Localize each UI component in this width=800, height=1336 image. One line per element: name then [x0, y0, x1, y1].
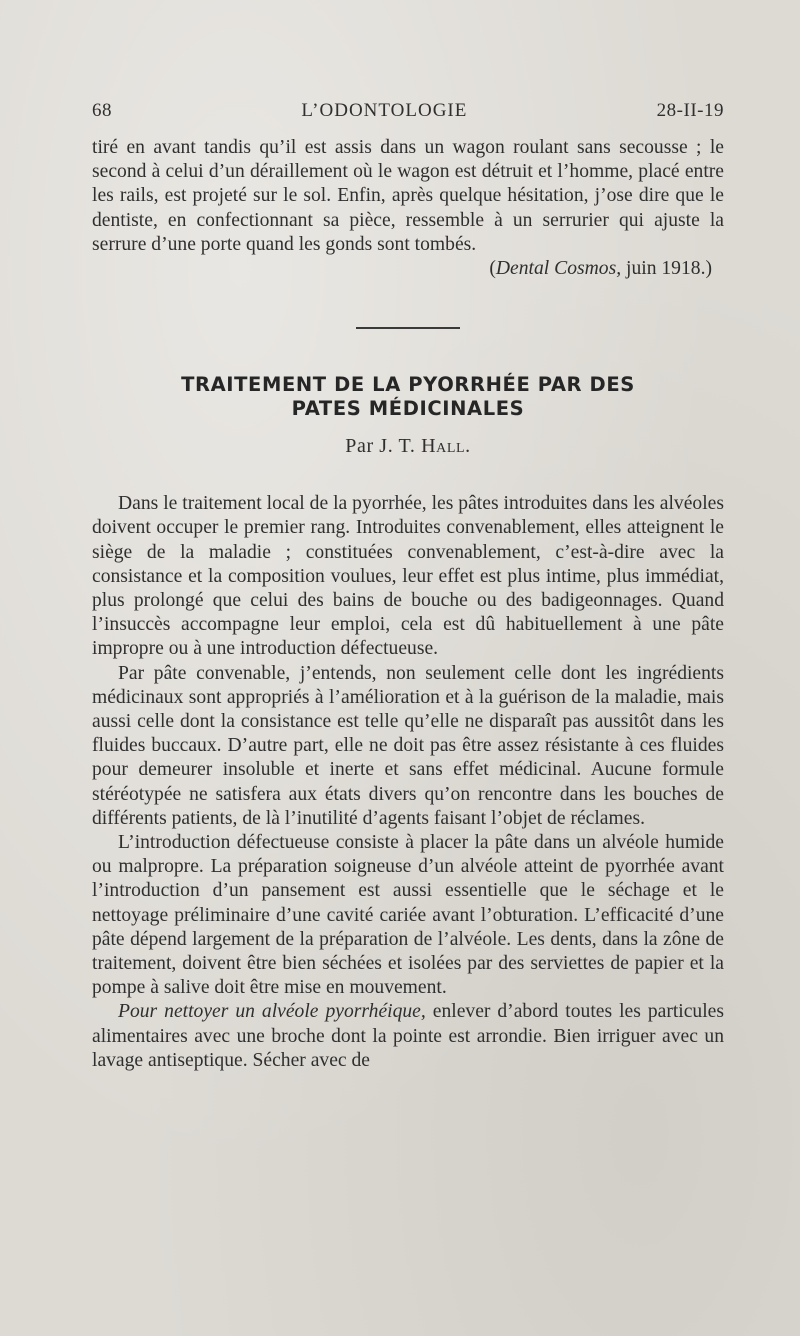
- previous-article-text: tiré en avant tandis qu’il est assis dans un wagon roulant sans secousse ; le second à celui d’un déraillement où le wagon est détruit et l’homme, placé entre les rails, est projeté sur le sol. Enfin, après quelque hésitation, j’ose dire que le dentiste, en confectionnant sa pièce, ressemble à un serrurier qui ajuste la serrure d’une porte quand les gonds sont tombés.: [92, 137, 724, 255]
- article-paragraph: L’introduction défectueuse consiste à placer la pâte dans un alvéole humide ou malpropre. La préparation soigneuse d’un alvéole atteint de pyorrhée avant l’introduction d’un pansement est aussi essentielle que le séchage et le nettoyage préliminaire d’une cavité cariée avant l’obturation. L’efficacité d’une pâte dépend largement de la préparation de l’alvéole. Les dents, dans la zône de traitement, doivent être bien séchées et isolées par des serviettes de papier et la pompe à salive doit être mise en mouvement.: [92, 832, 724, 999]
- article-title: [92, 373, 724, 421]
- issue-date: 28-II-19: [656, 100, 724, 121]
- article-paragraph: Dans le traitement local de la pyorrhée, les pâtes introduites dans les alvéoles doivent occuper le premier rang. Introduites convenablement, elles atteignent le siège de la maladie ; constituées convenablement, c’est-à-dire avec la consistance et la composition voulues, leur effet est plus intime, plus immédiat, plus prolongé que celui des bains de bouche ou des badigeonnages. Quand l’insuccès accompagne leur emploi, cela est dû habituellement à une pâte impropre ou à une introduction défectueuse.: [92, 493, 724, 660]
- article-paragraph: Par pâte convenable, j’entends, non seulement celle dont les ingrédients médicinaux sont appropriés à l’amélioration et à la guérison de la maladie, mais aussi celle dont la consistance est telle qu’elle ne disparaît pas aussitôt dans les fluides buccaux. D’autre part, elle ne doit pas être assez résistante à ces fluides pour demeurer insoluble et inerte et sans effet médicinal. Aucune formule stéréotypée ne satisfera aux états divers qu’on rencontre dans les bouches de différents patients, de là l’inutilité d’agents faisant l’objet de réclames.: [92, 662, 724, 829]
- document-page: [92, 100, 724, 1073]
- journal-title: L’ODONTOLOGIE: [301, 100, 468, 121]
- source-journal: Dental Cosmos,: [495, 258, 622, 280]
- article-title-line-2: PATES MÉDICINALES: [291, 397, 525, 421]
- page-number: 68: [92, 100, 112, 121]
- byline-author: Hall.: [421, 435, 471, 458]
- source-date: juin 1918.): [621, 258, 712, 280]
- paragraph-continuation: enlever d’abord toutes les particules alimentaires avec une broche dont la pointe est arrondie. Bien irriguer avec un lavage antiseptique. Sécher avec de: [92, 1001, 724, 1071]
- section-divider: [356, 327, 460, 329]
- italic-lead-in: Pour nettoyer un alvéole pyorrhéique,: [118, 1001, 426, 1023]
- article-paragraph-last: [92, 1000, 724, 1073]
- previous-article-source: [92, 257, 712, 281]
- article-byline: [92, 435, 724, 458]
- byline-prefix: Par J. T.: [345, 435, 422, 458]
- running-header: [92, 100, 724, 122]
- article-title-line-1: TRAITEMENT DE LA PYORRHÉE PAR DES: [181, 373, 635, 397]
- source-open: (: [489, 258, 496, 280]
